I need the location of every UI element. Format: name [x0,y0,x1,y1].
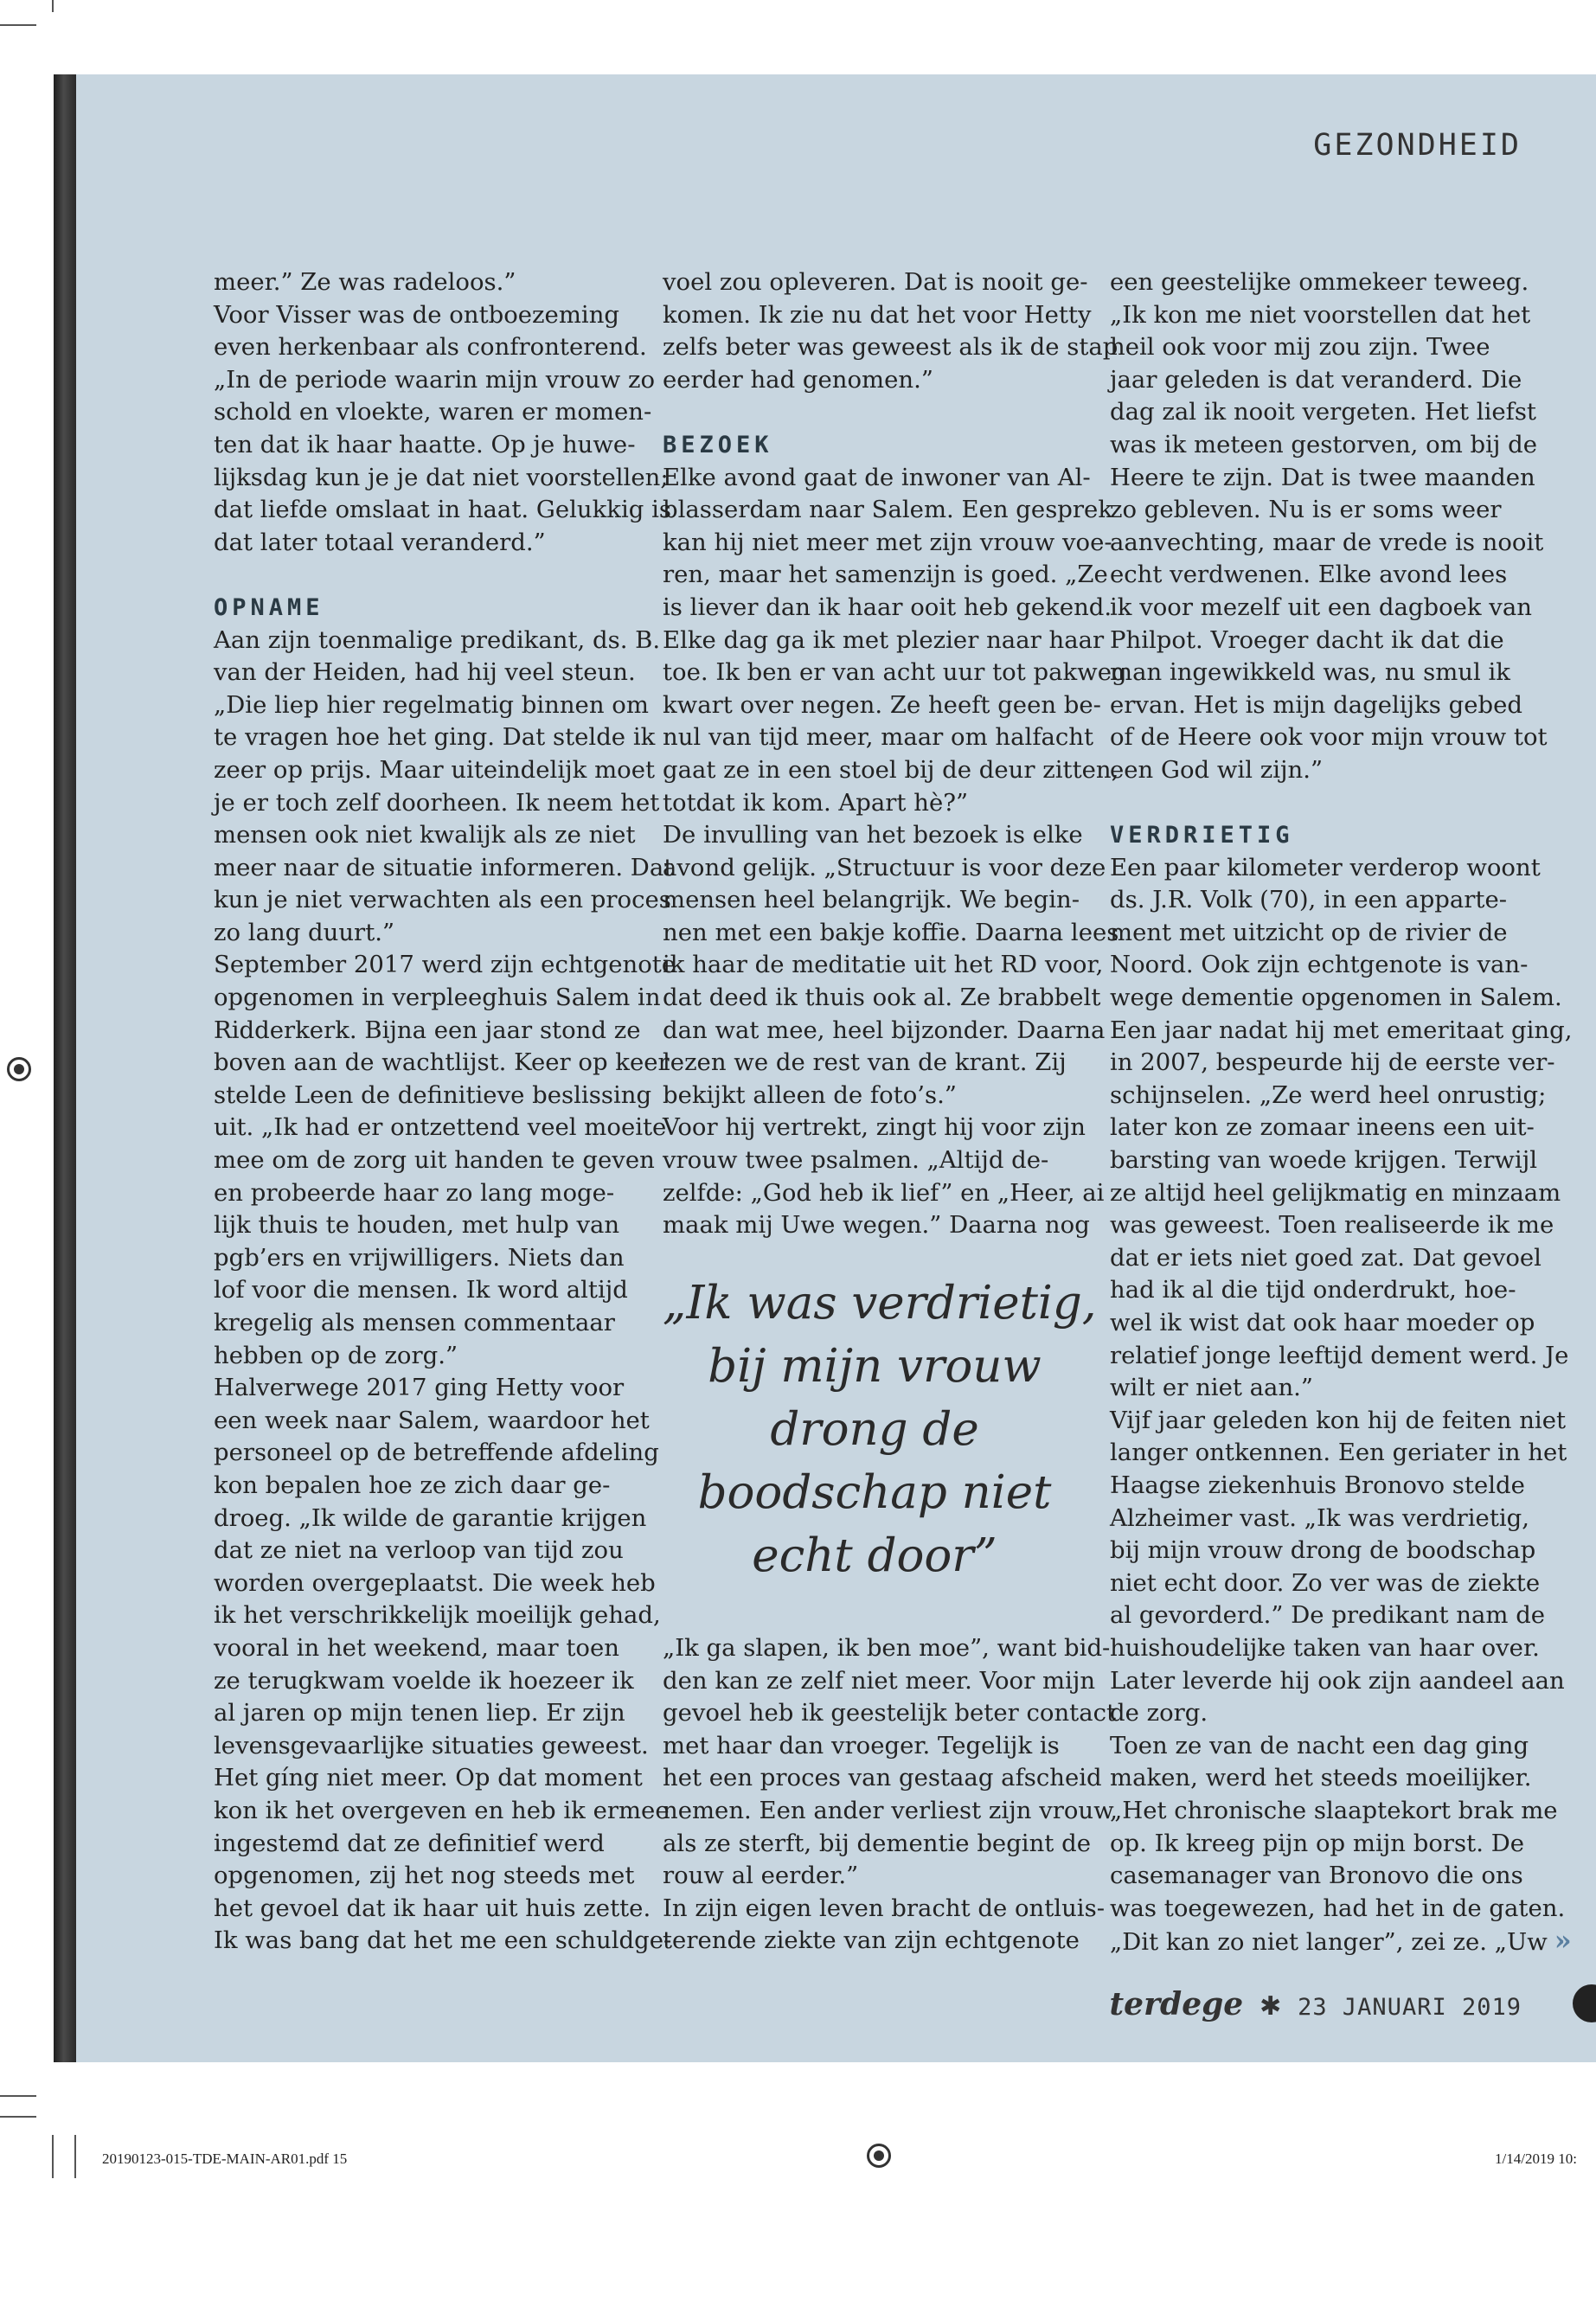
print-slug-timestamp: 1/14/2019 10: [1495,2150,1577,2167]
text-line: aanvechting, maar de vrede is nooit [1110,528,1544,556]
text-line: al gevorderd.” De predikant nam de [1110,1601,1546,1630]
text-line: zo gebleven. Nu is er soms weer [1110,496,1502,524]
text-line: gevoel heb ik geestelijk beter contact [663,1699,1117,1727]
pull-quote-line: „Ik was verdrietig, [663,1277,1097,1330]
text-line: ervan. Het is mijn dagelijks gebed [1110,690,1522,719]
text-line: schold en vloekte, waren er momen- [214,398,652,426]
text-line: Toen ze van de nacht een dag ging [1110,1731,1529,1759]
text-line: eerder had genomen.” [663,365,933,394]
text-line: lijk thuis te houden, met hulp van [214,1211,620,1240]
text-line: casemanager van Bronovo die ons [1110,1862,1523,1890]
text-line: man ingewikkeld was, nu smul ik [1110,658,1510,687]
text-line: huishoudelijke taken van haar over. [1110,1633,1540,1662]
text-line: personeel op de betreffende afdeling [214,1439,659,1467]
text-line: en probeerde haar zo lang moge- [214,1178,615,1207]
text-line: zelfs beter was geweest als ik de stap [663,333,1118,362]
text-line: Elke avond gaat de inwoner van Al- [663,463,1091,491]
text-line: „In de periode waarin mijn vrouw zo [214,365,656,394]
crop-mark [74,2135,76,2178]
pull-quote-line: drong de [770,1403,979,1456]
article-column-2 [663,266,1127,1958]
text-line: gaat ze in een stoel bij de deur zitten, [663,755,1119,784]
continue-arrows-icon: » [1554,1924,1565,1958]
text-line: In zijn eigen leven bracht de ontluis- [663,1894,1106,1922]
text-line: rouw al eerder.” [663,1862,859,1890]
text-line-content: „Dit kan zo niet langer”, zei ze. „Uw [1110,1928,1548,1957]
text-line: wege dementie opgenomen in Salem. [1110,984,1562,1012]
text-line: dat ze niet na verloop van tijd zou [214,1536,624,1565]
text-line: met haar dan vroeger. Tegelijk is [663,1731,1060,1759]
text-line: ze altijd heel gelijkmatig en minzaam [1110,1178,1561,1207]
crop-mark [0,2116,36,2118]
text-line: kan hij niet meer met zijn vrouw voe- [663,528,1112,556]
text-line: later kon ze zomaar ineens een uit- [1110,1113,1535,1142]
text-line: uit. „Ik had er ontzettend veel moeite [214,1113,667,1142]
registration-mark-icon [867,2144,891,2168]
text-line: dat er iets niet goed zat. Dat gevoel [1110,1243,1542,1272]
text-line: een God wil zijn.” [1110,755,1324,784]
text-line: mensen heel belangrijk. We begin- [663,886,1080,914]
text-line: zeer op prijs. Maar uiteindelijk moet [214,755,656,784]
text-line: Voor Visser was de ontboezeming [214,300,620,329]
text-line: September 2017 werd zijn echtgenote [214,951,676,979]
print-slug-file: 20190123-015-TDE-MAIN-AR01.pdf 15 [102,2150,348,2167]
text-line: meer.” Ze was radeloos.” [214,268,516,296]
text-line: heil ook voor mij zou zijn. Twee [1110,333,1490,362]
text-line: ik haar de meditatie uit het RD voor, [663,951,1104,979]
text-line: Voor hij vertrekt, zingt hij voor zijn [663,1113,1086,1142]
text-line: ik voor mezelf uit een dagboek van [1110,593,1532,621]
text-line: maak mij Uwe wegen.” Daarna nog [663,1211,1090,1240]
text-line: terende ziekte van zijn echtgenote [663,1926,1080,1955]
text-line: een geestelijke ommekeer teweeg. [1110,268,1529,296]
text-line: meer naar de situatie informeren. Dat [214,853,674,881]
text-line: Later leverde hij ook zijn aandeel aan [1110,1666,1565,1695]
text-line: dan wat mee, heel bijzonder. Daarna [663,1016,1106,1044]
text-line: of de Heere ook voor mijn vrouw tot [1110,723,1548,752]
section-subheading: VERDRIETIG [1110,822,1294,849]
text-line: Elke dag ga ik met plezier naar haar [663,625,1105,654]
text-line: het een proces van gestaag afscheid [663,1764,1102,1792]
text-line: Alzheimer vast. „Ik was verdrietig, [1110,1503,1530,1532]
text-line: was toegewezen, had het in de gaten. [1110,1894,1566,1922]
text-line: levensgevaarlijke situaties geweest. [214,1731,649,1759]
text-line: mee om de zorg uit handen te geven [214,1146,655,1175]
text-line: „Het chronische slaaptekort brak me [1110,1796,1558,1824]
text-line: nen met een bakje koffie. Daarna lees [663,918,1119,946]
text-line: schijnselen. „Ze werd heel onrustig; [1110,1080,1547,1109]
text-line: ds. J.R. Volk (70), in een apparte- [1110,886,1508,914]
article-column-3 [1110,266,1572,1959]
text-line: zelfde: „God heb ik lief” en „Heer, ai [663,1178,1105,1207]
line-spacer [1110,787,1572,820]
text-line: kon bepalen hoe ze zich daar ge- [214,1471,611,1499]
section-title: GEZONDHEID [1313,128,1522,163]
line-spacer [663,1242,1127,1275]
text-line: totdat ik kom. Apart hè?” [663,788,969,817]
text-line: in 2007, bespeurde hij de eerste ver- [1110,1048,1555,1077]
text-line: van der Heiden, had hij veel steun. [214,658,636,687]
text-line: wilt er niet aan.” [1110,1374,1313,1402]
text-line: dag zal ik nooit vergeten. Het liefst [1110,398,1536,426]
text-line: barsting van woede krijgen. Terwijl [1110,1146,1538,1175]
binding-shadow [54,74,76,2062]
crop-mark [0,24,36,26]
text-line: dat liefde omslaat in haat. Gelukkig is [214,496,671,524]
text-line: bij mijn vrouw drong de boodschap [1110,1536,1536,1565]
text-line: opgenomen in verpleeghuis Salem in [214,984,661,1012]
text-line: ik het verschrikkelijk moeilijk gehad, [214,1601,661,1630]
text-line: nul van tijd meer, maar om halfacht [663,723,1094,752]
text-line: als ze sterft, bij dementie begint de [663,1829,1091,1857]
crop-mark [0,2095,36,2097]
text-line: Halverwege 2017 ging Hetty voor [214,1374,625,1402]
text-line: Ridderkerk. Bijna een jaar stond ze [214,1016,641,1044]
pull-quote-line: bij mijn vrouw [708,1340,1042,1393]
text-line: kwart over negen. Ze heeft geen be- [663,690,1101,719]
text-line: is liever dan ik haar ooit heb gekend. [663,593,1112,621]
text-line: ingestemd dat ze definitief werd [214,1829,605,1857]
section-subheading: BEZOEK [663,431,773,458]
article-column-1 [214,266,676,1958]
text-line: blasserdam naar Salem. Een gesprek [663,496,1112,524]
line-spacer [214,559,676,592]
text-line: op. Ik kreeg pijn op mijn borst. De [1110,1829,1525,1857]
text-line: komen. Ik zie nu dat het voor Hetty [663,300,1092,329]
text-line: ze terugkwam voelde ik hoezeer ik [214,1666,634,1695]
text-line: avond gelijk. „Structuur is voor deze [663,853,1106,881]
magazine-brand: terdege [1109,1986,1244,2022]
text-line: lijksdag kun je je dat niet voorstellen; [214,463,669,491]
text-line: je er toch zelf doorheen. Ik neem het [214,788,660,817]
text-line: Haagse ziekenhuis Bronovo stelde [1110,1471,1525,1499]
line-spacer [663,1599,1127,1632]
page-footer [1110,1986,1522,2022]
pull-quote [663,1272,1097,1587]
text-line: kon ik het overgeven en heb ik ermee [214,1796,670,1824]
text-line: „Ik ga slapen, ik ben moe”, want bid- [663,1633,1111,1662]
text-line: lezen we de rest van de krant. Zij [663,1048,1067,1077]
issue-date: 23 JANUARI 2019 [1298,1994,1522,2021]
registration-mark-icon [7,1057,31,1081]
text-line: ten dat ik haar haatte. Op je huwe- [214,430,636,458]
text-line: Een jaar nadat hij met emeritaat ging, [1110,1016,1573,1044]
crop-mark [52,0,54,12]
text-line: hebben op de zorg.” [214,1341,458,1369]
text-line: opgenomen, zij het nog steeds met [214,1862,635,1890]
text-line: mensen ook niet kwalijk als ze niet [214,821,636,849]
text-line: den kan ze zelf niet meer. Voor mijn [663,1666,1096,1695]
text-line: had ik al die tijd onderdrukt, hoe- [1110,1276,1516,1304]
text-line: langer ontkennen. Een geriater in het [1110,1439,1567,1467]
text-line: vooral in het weekend, maar toen [214,1633,619,1662]
section-subheading: OPNAME [214,593,324,621]
text-line: wel ik wist dat ook haar moeder op [1110,1309,1535,1336]
text-line: dat later totaal veranderd.” [214,528,546,556]
text-line: boven aan de wachtlijst. Keer op keer [214,1048,670,1077]
text-line: voel zou opleveren. Dat is nooit ge- [663,268,1088,296]
text-line: te vragen hoe het ging. Dat stelde ik [214,723,656,752]
text-line: stelde Leen de definitieve beslissing [214,1080,652,1109]
text-line: al jaren op mijn tenen liep. Er zijn [214,1699,625,1727]
text-line: een week naar Salem, waardoor het [214,1406,650,1434]
text-line: de zorg. [1110,1699,1208,1727]
text-line: vrouw twee psalmen. „Altijd de- [663,1146,1049,1175]
crop-mark [52,2135,54,2178]
text-line: pgb’ers en vrijwilligers. Niets dan [214,1243,625,1272]
text-line: zo lang duurt.” [214,918,395,946]
text-line: echt verdwenen. Elke avond lees [1110,561,1508,589]
text-line: relatief jonge leeftijd dement werd. Je [1110,1341,1569,1369]
text-line: Noord. Ook zijn echtgenote is van- [1110,951,1529,979]
pull-quote-line: boodschap niet [697,1466,1052,1519]
text-line: worden overgeplaatst. Die week heb [214,1568,656,1597]
text-line: dat deed ik thuis ook al. Ze brabbelt [663,984,1101,1012]
text-line: bekijkt alleen de foto’s.” [663,1080,957,1109]
text-line: even herkenbaar als confronterend. [214,333,647,362]
text-line: toe. Ik ben er van acht uur tot pakweg [663,658,1127,687]
text-line: „Ik kon me niet voorstellen dat het [1110,300,1531,329]
text-line: maken, werd het steeds moeilijker. [1110,1764,1532,1792]
text-line: Philpot. Vroeger dacht ik dat die [1110,625,1504,654]
text-line: niet echt door. Zo ver was de ziekte [1110,1568,1541,1597]
text-line: jaar geleden is dat veranderd. Die [1110,365,1522,394]
text-line: het gevoel dat ik haar uit huis zette. [214,1894,651,1922]
text-line: Een paar kilometer verderop woont [1110,853,1541,881]
text-line: nemen. Een ander verliest zijn vrouw [663,1796,1114,1824]
line-spacer [663,396,1127,429]
text-line: kregelig als mensen commentaar [214,1309,615,1336]
text-line: Aan zijn toenmalige predikant, ds. B. [214,625,661,654]
text-line [1110,1925,1572,1959]
text-line: „Die liep hier regelmatig binnen om [214,690,649,719]
pull-quote-line: echt door” [752,1529,997,1582]
text-line: Ik was bang dat het me een schuldge- [214,1926,672,1955]
text-line: ren, maar het samenzijn is goed. „Ze [663,561,1108,589]
text-line: kun je niet verwachten als een proces [214,886,671,914]
text-line: De invulling van het bezoek is elke [663,821,1083,849]
text-line: ment met uitzicht op de rivier de [1110,918,1508,946]
text-line: Vijf jaar geleden kon hij de feiten niet [1110,1406,1567,1434]
text-line: was geweest. Toen realiseerde ik me [1110,1211,1554,1240]
text-line: was ik meteen gestorven, om bij de [1110,430,1538,458]
text-line: droeg. „Ik wilde de garantie krijgen [214,1503,647,1532]
text-line: Het gíng niet meer. Op dat moment [214,1764,643,1792]
text-line: Heere te zijn. Dat is twee maanden [1110,463,1535,491]
star-separator-icon: ✱ [1259,1991,1282,2022]
text-line: lof voor die mensen. Ik word altijd [214,1276,628,1304]
